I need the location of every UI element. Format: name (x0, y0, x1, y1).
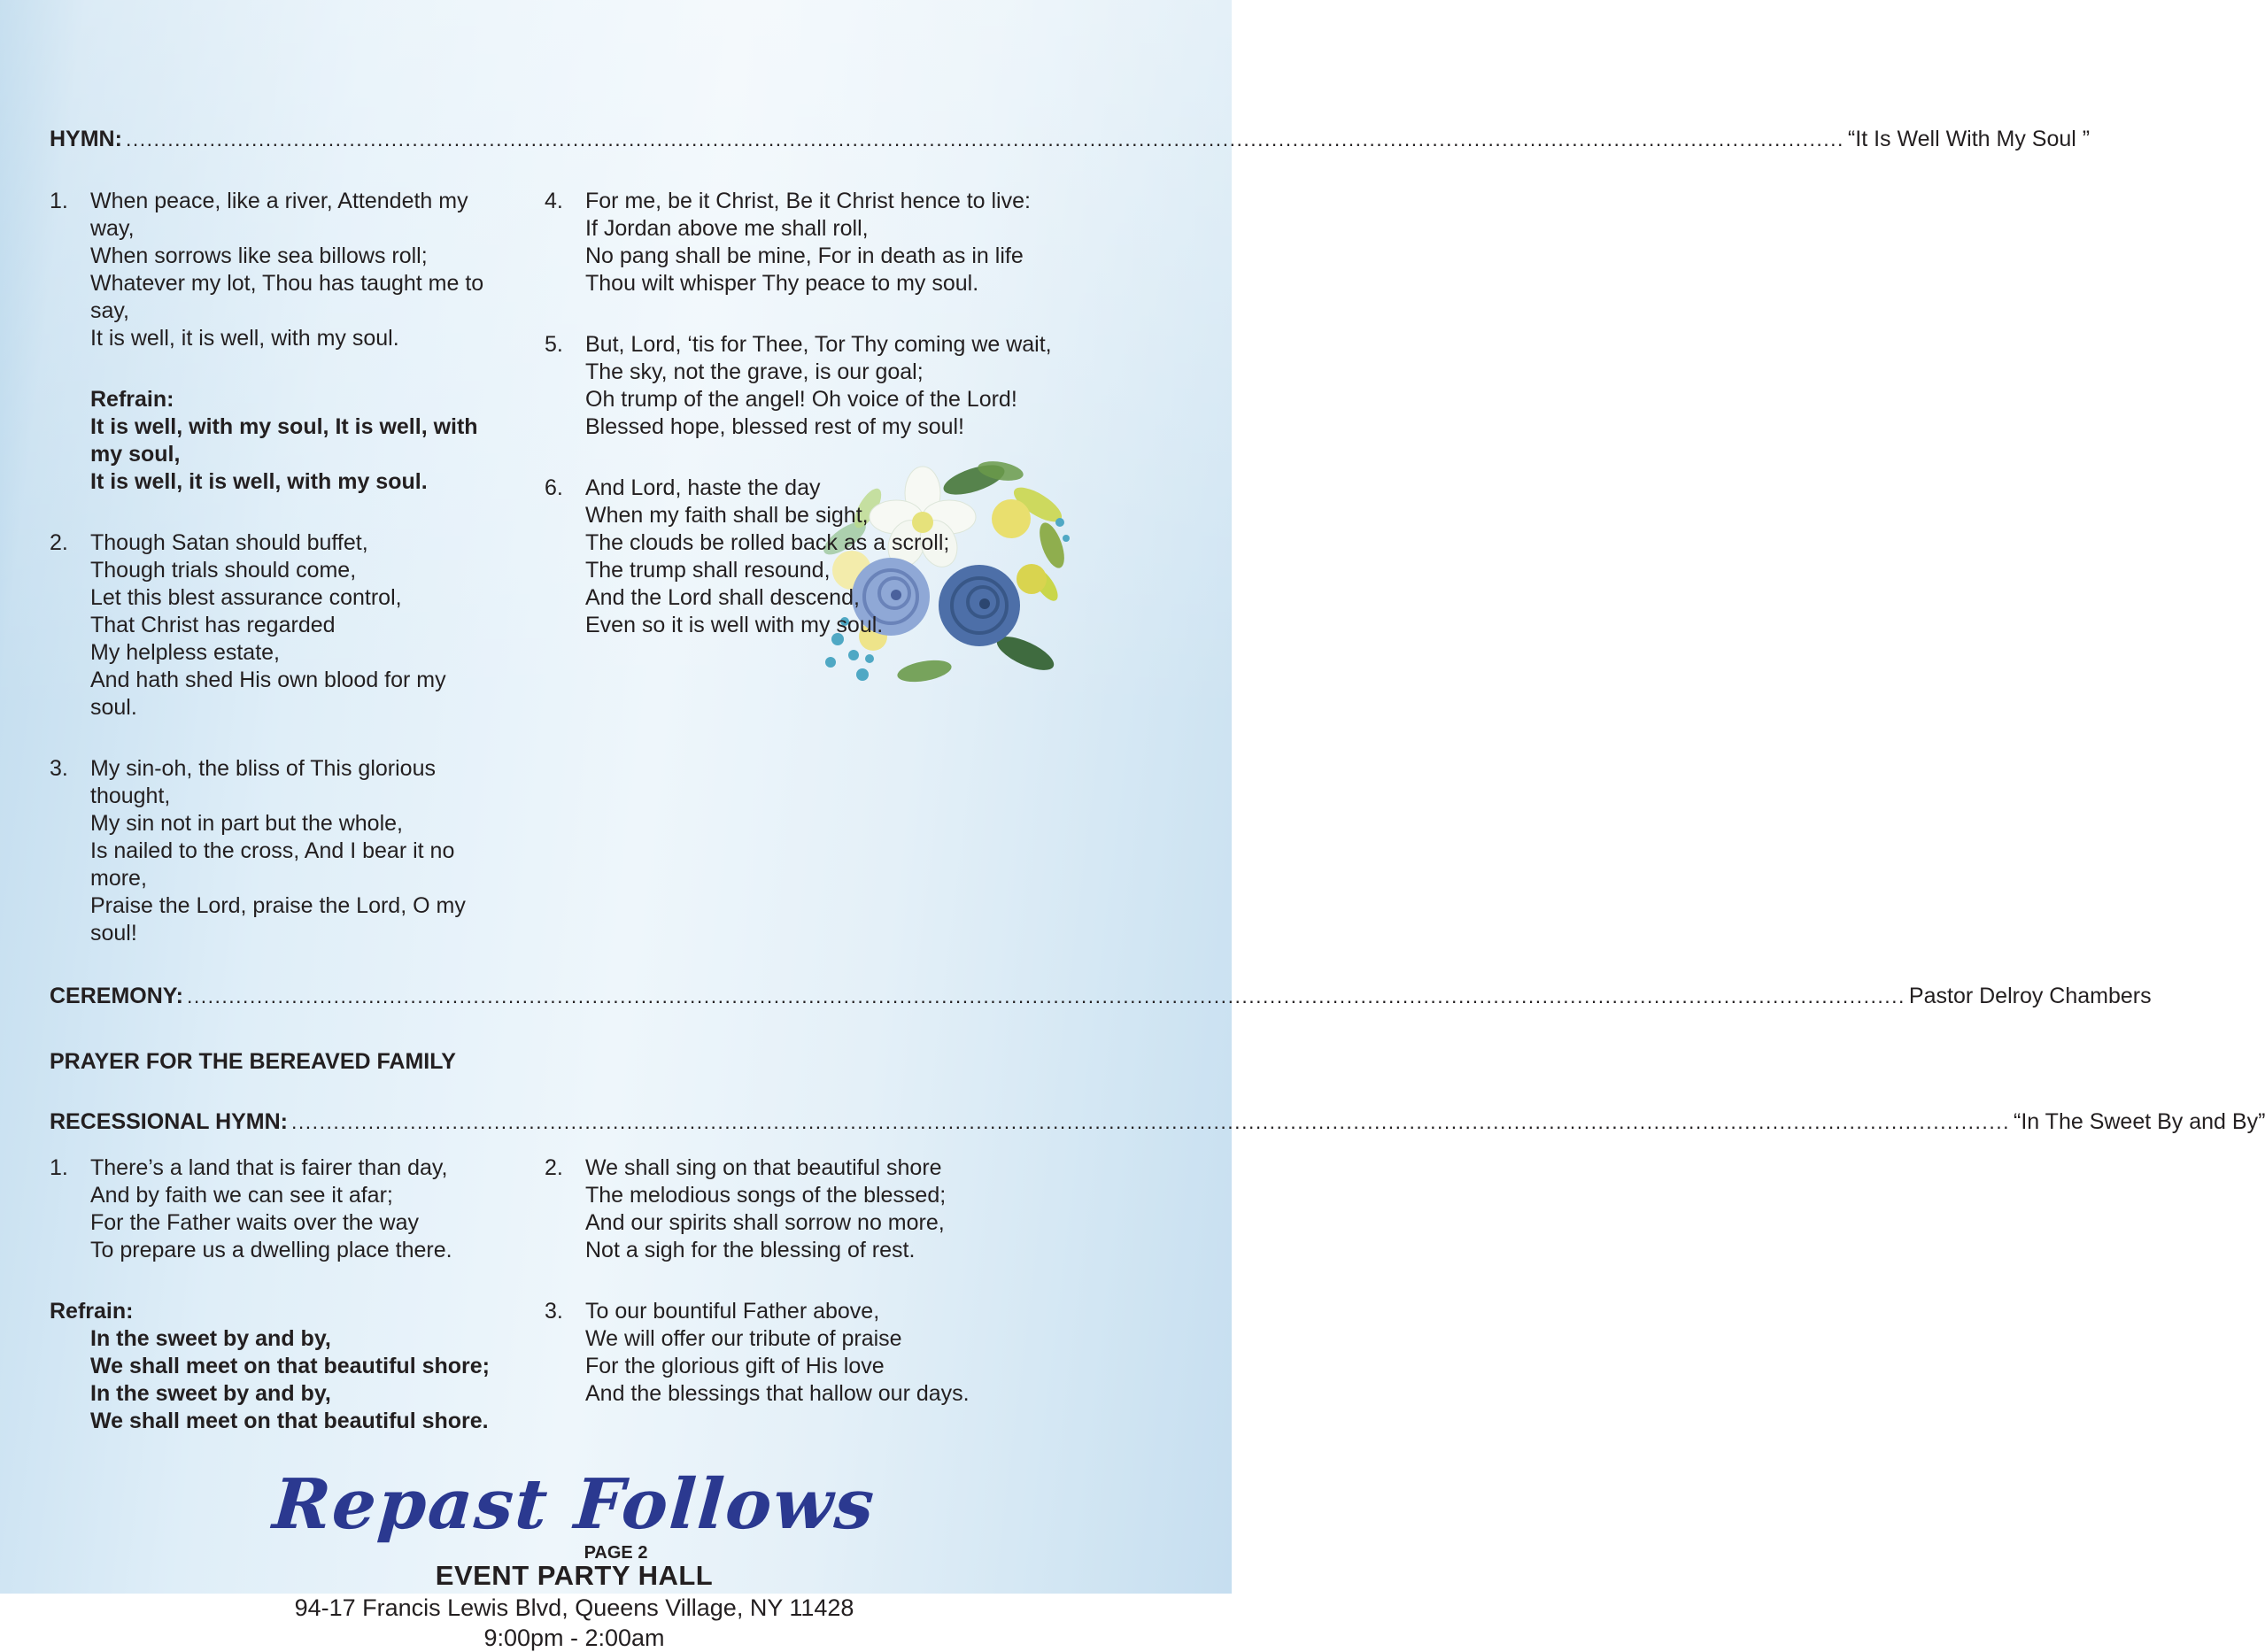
verse-number: 1. (50, 1155, 68, 1180)
recessional-label: RECESSIONAL HYMN: (50, 1109, 289, 1134)
verse-line: When peace, like a river, Attendeth my way, (90, 189, 468, 241)
verse-6 (545, 475, 1099, 639)
ceremony-officiant: Pastor Delroy Chambers (1908, 984, 2152, 1008)
verse-line: And hath shed His own blood for my soul. (90, 668, 446, 720)
verse-line: My sin-oh, the bliss of This glorious thought, (90, 756, 436, 808)
verse-lines (585, 188, 1099, 297)
verse-line: It is well, with my soul, It is well, with my soul, (90, 414, 478, 467)
hymn-heading (50, 126, 2091, 152)
verse-4 (545, 188, 1099, 297)
verse-number: 2. (50, 530, 68, 555)
verse-line: Oh trump of the angel! Oh voice of the Lord! (585, 387, 1017, 412)
verse-3 (50, 755, 497, 947)
verse-lines (585, 1154, 1099, 1264)
verse-number: 5. (545, 332, 563, 357)
refrain-label: Refrain: (90, 387, 174, 412)
verse-line: But, Lord, ‘tis for Thee, Tor Thy coming we wait, (585, 332, 1052, 357)
verse-line: When sorrows like sea billows roll; (90, 243, 428, 268)
verse-number-spacer (50, 386, 90, 496)
verse-number: 1. (50, 189, 68, 213)
verse-line: To prepare us a dwelling place there. (90, 1238, 452, 1262)
verse-line: For the Father waits over the way (90, 1210, 419, 1235)
verse-line: For me, be it Christ, Be it Christ hence to live: (585, 189, 1031, 213)
verse-number: 6. (545, 475, 563, 500)
verse-lines (90, 188, 497, 352)
verse-line: When my faith shall be sight, (585, 503, 869, 528)
recessional-title: “In The Sweet By and By” (2014, 1109, 2265, 1134)
verse-lines (585, 475, 1099, 639)
verse-5 (545, 331, 1099, 441)
verse-line: No pang shall be mine, For in death as in life (585, 243, 1024, 268)
dotted-leader (291, 1108, 2010, 1135)
verse-line: My helpless estate, (90, 640, 280, 665)
recessional-verses-left (50, 1154, 497, 1435)
verse-lines (585, 331, 1099, 441)
rec-verse-1 (50, 1154, 497, 1264)
verse-line: And the Lord shall descend, (585, 585, 860, 610)
verse-line: It is well, it is well, with my soul. (90, 469, 428, 494)
page-number: PAGE 2 (584, 1543, 648, 1563)
verse-line: Let this blest assurance control, (90, 585, 402, 610)
dotted-leader (187, 983, 1906, 1009)
hymn-verses (50, 188, 1099, 981)
verse-line: And Lord, haste the day (585, 475, 821, 500)
verse-line: We will offer our tribute of praise (585, 1326, 902, 1351)
verse-number: 3. (545, 1299, 563, 1324)
verse-line: Blessed hope, blessed rest of my soul! (585, 414, 965, 439)
verse-line: Though trials should come, (90, 558, 357, 583)
verse-line: If Jordan above me shall roll, (585, 216, 869, 241)
hymn-label: HYMN: (50, 127, 122, 151)
recessional-heading (50, 1108, 2265, 1135)
verse-line: The sky, not the grave, is our goal; (585, 359, 924, 384)
ceremony-heading (50, 983, 2152, 1009)
prayer-heading: PRAYER FOR THE BEREAVED FAMILY (50, 1049, 456, 1074)
rec-verse-3 (545, 1298, 1099, 1408)
verse-line: Even so it is well with my soul. (585, 613, 884, 637)
verse-line: We shall sing on that beautiful shore (585, 1155, 942, 1180)
verse-line: Is nailed to the cross, And I bear it no more, (90, 838, 455, 891)
recessional-verses-right (545, 1154, 1099, 1441)
repast-script-title: Repast Follows (270, 1464, 878, 1545)
repast-address: 94-17 Francis Lewis Blvd, Queens Village, NY 11428 (294, 1594, 854, 1621)
verse-number: 2. (545, 1155, 563, 1180)
verse-line: The clouds be rolled back as a scroll; (585, 530, 950, 555)
recessional-verses (50, 1154, 1099, 1441)
verse-1 (50, 188, 497, 352)
verse-line: My sin not in part but the whole, (90, 811, 403, 836)
refrain-lines (90, 413, 497, 496)
repast-time: 9:00pm - 2:00am (483, 1625, 665, 1651)
recessional-refrain (50, 1298, 497, 1435)
refrain-lines (90, 1325, 497, 1435)
hymn-title: “It Is Well With My Soul ” (1847, 127, 2091, 151)
rec-verse-2 (545, 1154, 1099, 1264)
verse-line: And our spirits shall sorrow no more, (585, 1210, 945, 1235)
verse-line: And the blessings that hallow our days. (585, 1381, 970, 1406)
repast-venue: EVENT PARTY HALL (435, 1560, 714, 1591)
verse-line: To our bountiful Father above, (585, 1299, 880, 1324)
verse-line: The melodious songs of the blessed; (585, 1183, 947, 1208)
verse-line: Praise the Lord, praise the Lord, O my soul! (90, 893, 466, 946)
dotted-leader (126, 126, 1844, 152)
hymn-refrain (50, 386, 497, 496)
verse-line: And by faith we can see it afar; (90, 1183, 393, 1208)
verse-line: In the sweet by and by, (90, 1326, 331, 1351)
verse-line: We shall meet on that beautiful shore; (90, 1354, 490, 1378)
verse-2 (50, 529, 497, 722)
program-content (50, 126, 2265, 1652)
verse-line: Thou wilt whisper Thy peace to my soul. (585, 271, 979, 296)
refrain-label: Refrain: (50, 1299, 134, 1324)
verse-number: 3. (50, 756, 68, 781)
ceremony-label: CEREMONY: (50, 984, 183, 1008)
verse-line: We shall meet on that beautiful shore. (90, 1409, 489, 1433)
hymn-verses-left (50, 188, 497, 981)
verse-line: It is well, it is well, with my soul. (90, 326, 399, 351)
verse-line: There’s a land that is fairer than day, (90, 1155, 448, 1180)
verse-line: Not a sigh for the blessing of rest. (585, 1238, 916, 1262)
verse-line: For the glorious gift of His love (585, 1354, 885, 1378)
hymn-verses-right (545, 188, 1099, 673)
verse-line: Whatever my lot, Thou has taught me to say, (90, 271, 484, 323)
verse-line: That Christ has regarded (90, 613, 336, 637)
verse-number: 4. (545, 189, 563, 213)
verse-lines (90, 1154, 497, 1264)
refrain-body (90, 386, 497, 496)
verse-line: Though Satan should buffet, (90, 530, 368, 555)
verse-line: In the sweet by and by, (90, 1381, 331, 1406)
verse-lines (90, 755, 497, 947)
verse-line: The trump shall resound, (585, 558, 831, 583)
verse-lines (90, 529, 497, 722)
verse-lines (585, 1298, 1099, 1408)
